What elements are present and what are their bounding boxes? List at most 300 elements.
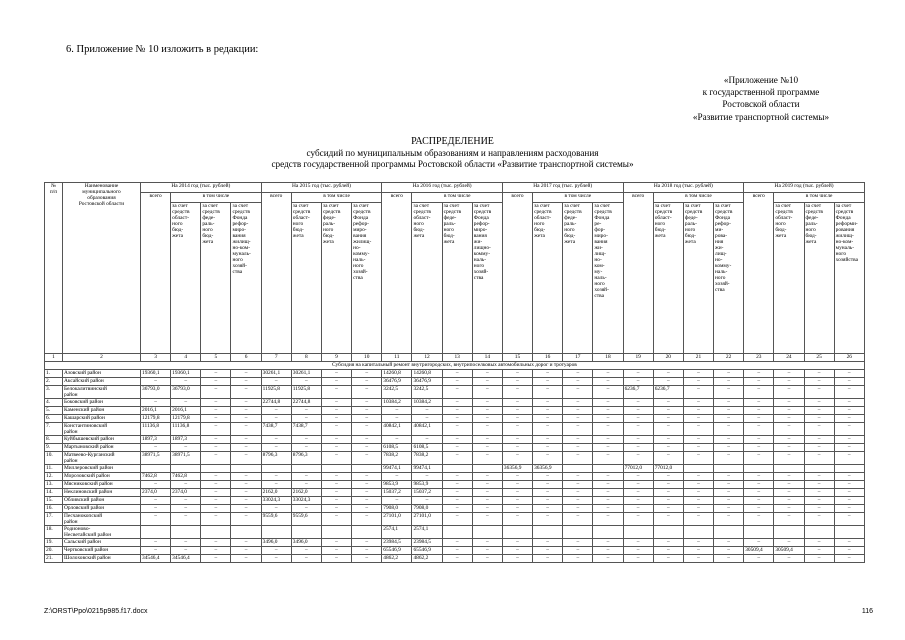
amount-cell: 19360,1 <box>141 370 171 378</box>
amount-cell: 36476,9 <box>382 378 412 386</box>
amount-cell: – <box>683 497 713 505</box>
amount-cell: – <box>653 505 683 513</box>
amount-cell: – <box>141 399 171 407</box>
municipality-name: Боковский район <box>63 399 141 407</box>
amount-cell: – <box>502 415 532 423</box>
amount-cell: – <box>352 481 382 489</box>
row-number: 3. <box>45 386 63 399</box>
amount-cell: – <box>804 386 834 399</box>
amount-cell: – <box>502 497 532 505</box>
amount-cell: – <box>201 473 231 481</box>
amount-cell: – <box>321 436 351 444</box>
column-header-funding-source: за счет средств Фонда рефор- миро- вания жи- лищно- комму- наль- ного хозяй- ства <box>472 203 502 354</box>
amount-cell: – <box>804 370 834 378</box>
amount-cell <box>623 526 653 539</box>
column-header-funding-source: за счет средств феде- раль- ного бюд- жета <box>321 203 351 354</box>
amount-cell: – <box>593 399 623 407</box>
amount-cell: – <box>352 436 382 444</box>
column-header-year: На 2014 год (тыс. рублей) <box>141 183 262 193</box>
amount-cell: – <box>714 423 744 436</box>
amount-cell: – <box>291 444 321 452</box>
amount-cell: – <box>171 505 201 513</box>
amount-cell: – <box>472 378 502 386</box>
amount-cell: – <box>231 505 261 513</box>
column-header-funding-source: за счет средств област- ного бюд- жета <box>171 203 201 354</box>
column-number: 12 <box>412 354 442 362</box>
amount-cell: – <box>653 370 683 378</box>
amount-cell: – <box>321 547 351 555</box>
amount-cell: – <box>171 481 201 489</box>
row-number: 17. <box>45 513 63 526</box>
amount-cell: – <box>834 399 864 407</box>
column-number: 21 <box>683 354 713 362</box>
amount-cell: – <box>442 378 472 386</box>
amount-cell: – <box>442 444 472 452</box>
amount-cell: – <box>412 407 442 415</box>
amount-cell: – <box>261 436 291 444</box>
amount-cell <box>744 526 774 539</box>
amount-cell: – <box>683 505 713 513</box>
amount-cell: – <box>352 513 382 526</box>
amount-cell: – <box>834 505 864 513</box>
amount-cell: – <box>231 436 261 444</box>
appendix-reference <box>661 74 861 123</box>
column-number: 6 <box>231 354 261 362</box>
amount-cell: – <box>382 497 412 505</box>
amount-cell: – <box>563 386 593 399</box>
amount-cell: – <box>141 378 171 386</box>
municipality-name: Шолоховский район <box>63 555 141 563</box>
amount-cell <box>683 465 713 473</box>
amount-cell: – <box>472 370 502 378</box>
amount-cell <box>321 526 351 539</box>
amount-cell: – <box>231 555 261 563</box>
amount-cell: – <box>744 423 774 436</box>
amount-cell: 2374,0 <box>141 489 171 497</box>
amount-cell: – <box>683 386 713 399</box>
amount-cell: 34546,4 <box>141 555 171 563</box>
amount-cell: 30261,1 <box>291 370 321 378</box>
amount-cell: – <box>774 423 804 436</box>
amount-cell: – <box>502 452 532 465</box>
amount-cell: – <box>533 489 563 497</box>
amount-cell: 9853,9 <box>382 481 412 489</box>
column-header-funding-source: за счет средств област- ного бюд- жета <box>774 203 804 354</box>
amount-cell: – <box>171 539 201 547</box>
amount-cell: – <box>774 386 804 399</box>
amount-cell: – <box>201 481 231 489</box>
column-header-funding-source: за счет средств Фонда рефор- миро- вания жилищ- но- комму- наль- ного хозяй- ства <box>352 203 382 354</box>
amount-cell: – <box>321 505 351 513</box>
amount-cell <box>472 526 502 539</box>
table-row <box>45 547 865 555</box>
row-number: 18. <box>45 526 63 539</box>
amount-cell: 12179,8 <box>171 415 201 423</box>
amount-cell: – <box>321 370 351 378</box>
row-number: 15. <box>45 497 63 505</box>
amount-cell: 7438,7 <box>261 423 291 436</box>
amount-cell: – <box>623 473 653 481</box>
amount-cell: – <box>321 444 351 452</box>
amount-cell: 27101,0 <box>382 513 412 526</box>
amount-cell: – <box>683 555 713 563</box>
amount-cell: – <box>563 497 593 505</box>
amount-cell: 2374,0 <box>171 489 201 497</box>
amount-cell: – <box>412 415 442 423</box>
amount-cell: – <box>563 423 593 436</box>
amount-cell: – <box>683 415 713 423</box>
row-number: 5. <box>45 407 63 415</box>
header-row-split <box>45 193 865 203</box>
table-row <box>45 526 865 539</box>
amount-cell: – <box>472 452 502 465</box>
amount-cell: – <box>442 547 472 555</box>
amount-cell: – <box>593 547 623 555</box>
table-row <box>45 370 865 378</box>
amount-cell: – <box>321 489 351 497</box>
amount-cell: 8796,3 <box>291 452 321 465</box>
column-number: 13 <box>442 354 472 362</box>
amount-cell: 38971,5 <box>141 452 171 465</box>
section-title: Субсидия на капитальный ремонт внутригородских, внутрипоселковых автомобильных дорог и тротуаров <box>45 362 865 370</box>
amount-cell: – <box>804 513 834 526</box>
footer-file-path: Z:\ORST\Ppo\0215p985.f17.docx <box>44 608 148 615</box>
amount-cell: – <box>141 505 171 513</box>
amount-cell: – <box>804 539 834 547</box>
amount-cell <box>261 526 291 539</box>
amount-cell: – <box>593 436 623 444</box>
amount-cell: – <box>201 513 231 526</box>
amount-cell: – <box>683 444 713 452</box>
row-number: 21. <box>45 555 63 563</box>
amount-cell: – <box>231 497 261 505</box>
amount-cell: – <box>291 415 321 423</box>
amount-cell: – <box>593 378 623 386</box>
amount-cell: – <box>231 378 261 386</box>
amount-cell: – <box>141 497 171 505</box>
amount-cell: – <box>593 473 623 481</box>
amount-cell: – <box>804 378 834 386</box>
amount-cell: – <box>563 378 593 386</box>
row-number: 6. <box>45 415 63 423</box>
table-row <box>45 555 865 563</box>
amount-cell: – <box>442 497 472 505</box>
amount-cell: 99474,1 <box>412 465 442 473</box>
amount-cell: – <box>352 539 382 547</box>
amount-cell: – <box>623 547 653 555</box>
amount-cell: – <box>321 473 351 481</box>
amount-cell: 40842,1 <box>382 423 412 436</box>
amount-cell <box>201 465 231 473</box>
amount-cell: – <box>714 399 744 407</box>
column-header-including: в том числе <box>171 193 261 203</box>
intro-text: 6. Приложение № 10 изложить в редакции: <box>66 44 259 55</box>
table-row <box>45 497 865 505</box>
amount-cell: – <box>834 513 864 526</box>
amount-cell: – <box>804 423 834 436</box>
column-header-year: На 2016 год (тыс. рублей) <box>382 183 503 193</box>
amount-cell: – <box>683 378 713 386</box>
amount-cell: – <box>533 481 563 489</box>
amount-cell: – <box>171 399 201 407</box>
amount-cell: – <box>412 436 442 444</box>
row-number: 1. <box>45 370 63 378</box>
table-row <box>45 465 865 473</box>
header-row-years <box>45 183 865 193</box>
amount-cell: – <box>231 539 261 547</box>
amount-cell: – <box>291 505 321 513</box>
row-number: 16. <box>45 505 63 513</box>
amount-cell: – <box>653 407 683 415</box>
document-heading <box>0 136 905 171</box>
amount-cell: – <box>774 415 804 423</box>
row-number: 10. <box>45 452 63 465</box>
amount-cell: – <box>714 481 744 489</box>
amount-cell: – <box>593 481 623 489</box>
amount-cell: 30509,4 <box>774 547 804 555</box>
amount-cell <box>442 526 472 539</box>
amount-cell: 4862,2 <box>412 555 442 563</box>
amount-cell <box>231 465 261 473</box>
municipality-name: Сальский район <box>63 539 141 547</box>
amount-cell: – <box>774 481 804 489</box>
amount-cell: 40842,1 <box>412 423 442 436</box>
amount-cell: – <box>201 547 231 555</box>
amount-cell: – <box>321 513 351 526</box>
footer-page-number: 116 <box>861 608 873 615</box>
amount-cell: – <box>563 370 593 378</box>
amount-cell: – <box>352 489 382 497</box>
amount-cell: – <box>744 378 774 386</box>
amount-cell: 7908,0 <box>382 505 412 513</box>
amount-cell: – <box>291 547 321 555</box>
amount-cell: – <box>804 489 834 497</box>
amount-cell: – <box>563 473 593 481</box>
column-number: 10 <box>352 354 382 362</box>
amount-cell <box>774 465 804 473</box>
amount-cell: – <box>352 452 382 465</box>
amount-cell: – <box>563 399 593 407</box>
amount-cell: 36793,0 <box>141 386 171 399</box>
amount-cell: – <box>502 378 532 386</box>
amount-cell: – <box>804 415 834 423</box>
amount-cell: 2574,1 <box>382 526 412 539</box>
amount-cell: – <box>472 423 502 436</box>
amount-cell: 19360,1 <box>171 370 201 378</box>
column-number: 24 <box>774 354 804 362</box>
column-header-year: На 2017 год (тыс. рублей) <box>502 183 623 193</box>
municipality-name: Мясниковский район <box>63 481 141 489</box>
amount-cell: 4862,2 <box>382 555 412 563</box>
amount-cell: 33024,3 <box>291 497 321 505</box>
amount-cell: 36476,9 <box>412 378 442 386</box>
amount-cell: – <box>744 505 774 513</box>
amount-cell: 2162,0 <box>291 489 321 497</box>
amount-cell: – <box>261 473 291 481</box>
amount-cell <box>171 465 201 473</box>
amount-cell: – <box>291 555 321 563</box>
amount-cell: – <box>834 473 864 481</box>
amount-cell: – <box>774 399 804 407</box>
amount-cell: – <box>291 436 321 444</box>
document-subtitle-line: субсидий по муниципальным образованиям и направлениям расходования <box>306 147 599 158</box>
amount-cell: – <box>321 407 351 415</box>
amount-cell: – <box>201 386 231 399</box>
column-header-year: На 2019 год (тыс. рублей) <box>744 183 865 193</box>
municipality-name: Аксайский район <box>63 378 141 386</box>
amount-cell: – <box>533 547 563 555</box>
column-header-funding-source: за счет средств Фонда рефор- ми- рова- ния жи- лищ- но- комму- наль- ного хозяй- ства <box>714 203 744 354</box>
amount-cell: – <box>442 407 472 415</box>
amount-cell: 36356,9 <box>533 465 563 473</box>
amount-cell: – <box>623 423 653 436</box>
amount-cell: – <box>834 386 864 399</box>
amount-cell: – <box>653 436 683 444</box>
appendix-line: «Приложение №10 <box>723 75 799 85</box>
amount-cell: – <box>502 436 532 444</box>
amount-cell <box>593 526 623 539</box>
table-row <box>45 407 865 415</box>
amount-cell: – <box>834 489 864 497</box>
amount-cell: – <box>231 444 261 452</box>
amount-cell: – <box>804 407 834 415</box>
amount-cell: – <box>774 452 804 465</box>
amount-cell: – <box>141 539 171 547</box>
amount-cell: – <box>593 513 623 526</box>
amount-cell: – <box>231 370 261 378</box>
amount-cell: – <box>171 378 201 386</box>
amount-cell: – <box>683 436 713 444</box>
amount-cell: – <box>593 497 623 505</box>
column-header-number: № п/п <box>45 183 63 354</box>
amount-cell: 7838,2 <box>382 452 412 465</box>
amount-cell: – <box>653 378 683 386</box>
column-header-including: в том числе <box>533 193 623 203</box>
amount-cell: – <box>442 481 472 489</box>
amount-cell: – <box>623 497 653 505</box>
amount-cell: – <box>231 386 261 399</box>
amount-cell: – <box>321 423 351 436</box>
amount-cell: – <box>231 399 261 407</box>
amount-cell <box>714 526 744 539</box>
distribution-table <box>44 182 865 563</box>
row-number: 4. <box>45 399 63 407</box>
amount-cell: – <box>502 370 532 378</box>
amount-cell: – <box>714 539 744 547</box>
amount-cell: – <box>502 489 532 497</box>
amount-cell: – <box>744 513 774 526</box>
amount-cell: 22744,8 <box>291 399 321 407</box>
amount-cell: – <box>171 444 201 452</box>
amount-cell: – <box>352 505 382 513</box>
amount-cell: – <box>653 423 683 436</box>
amount-cell: – <box>744 452 774 465</box>
amount-cell: 15037,2 <box>412 489 442 497</box>
municipality-name: Морозовский район <box>63 473 141 481</box>
amount-cell: – <box>442 386 472 399</box>
amount-cell: – <box>502 505 532 513</box>
amount-cell: – <box>231 415 261 423</box>
amount-cell: – <box>533 407 563 415</box>
amount-cell: – <box>804 399 834 407</box>
amount-cell: – <box>834 539 864 547</box>
amount-cell: – <box>231 547 261 555</box>
amount-cell: – <box>502 386 532 399</box>
amount-cell: – <box>714 473 744 481</box>
amount-cell: 11136,8 <box>141 423 171 436</box>
amount-cell: 6108,5 <box>382 444 412 452</box>
amount-cell: – <box>261 481 291 489</box>
row-number: 20. <box>45 547 63 555</box>
amount-cell: – <box>683 452 713 465</box>
appendix-line: к государственной программе <box>702 87 820 98</box>
amount-cell: – <box>774 513 804 526</box>
amount-cell: – <box>352 415 382 423</box>
amount-cell: 2016,1 <box>171 407 201 415</box>
amount-cell: 3496,0 <box>291 539 321 547</box>
amount-cell: 65546,9 <box>412 547 442 555</box>
amount-cell: – <box>472 407 502 415</box>
amount-cell: – <box>472 555 502 563</box>
amount-cell: – <box>291 378 321 386</box>
amount-cell: – <box>834 370 864 378</box>
amount-cell: – <box>261 415 291 423</box>
document-title: РАСПРЕДЕЛЕНИЕ <box>411 136 494 147</box>
column-number: 22 <box>714 354 744 362</box>
amount-cell: – <box>502 547 532 555</box>
amount-cell: – <box>623 370 653 378</box>
amount-cell: – <box>352 386 382 399</box>
amount-cell: – <box>774 378 804 386</box>
amount-cell: – <box>231 473 261 481</box>
column-number: 9 <box>321 354 351 362</box>
amount-cell: – <box>533 415 563 423</box>
amount-cell: – <box>744 415 774 423</box>
amount-cell: – <box>653 497 683 505</box>
table-row <box>45 539 865 547</box>
amount-cell: – <box>502 539 532 547</box>
amount-cell: – <box>472 505 502 513</box>
amount-cell: – <box>533 423 563 436</box>
column-number: 16 <box>533 354 563 362</box>
amount-cell: 77012,0 <box>653 465 683 473</box>
amount-cell <box>683 526 713 539</box>
table-row <box>45 452 865 465</box>
amount-cell: – <box>321 452 351 465</box>
amount-cell: 23984,5 <box>412 539 442 547</box>
amount-cell: – <box>593 407 623 415</box>
amount-cell: – <box>714 436 744 444</box>
amount-cell: 36793,0 <box>171 386 201 399</box>
amount-cell: – <box>744 555 774 563</box>
table-row <box>45 436 865 444</box>
row-number: 14. <box>45 489 63 497</box>
amount-cell: 11925,8 <box>291 386 321 399</box>
amount-cell: – <box>714 513 744 526</box>
amount-cell <box>352 465 382 473</box>
amount-cell: – <box>714 505 744 513</box>
amount-cell: – <box>714 370 744 378</box>
amount-cell <box>834 526 864 539</box>
amount-cell: – <box>352 423 382 436</box>
municipality-name: Родионово- Несветайский район <box>63 526 141 539</box>
amount-cell <box>774 526 804 539</box>
amount-cell: – <box>774 555 804 563</box>
column-header-funding-source: за счет средств област- ного бюд- жета <box>412 203 442 354</box>
amount-cell: 1897,3 <box>141 436 171 444</box>
amount-cell: – <box>714 415 744 423</box>
amount-cell: – <box>352 497 382 505</box>
